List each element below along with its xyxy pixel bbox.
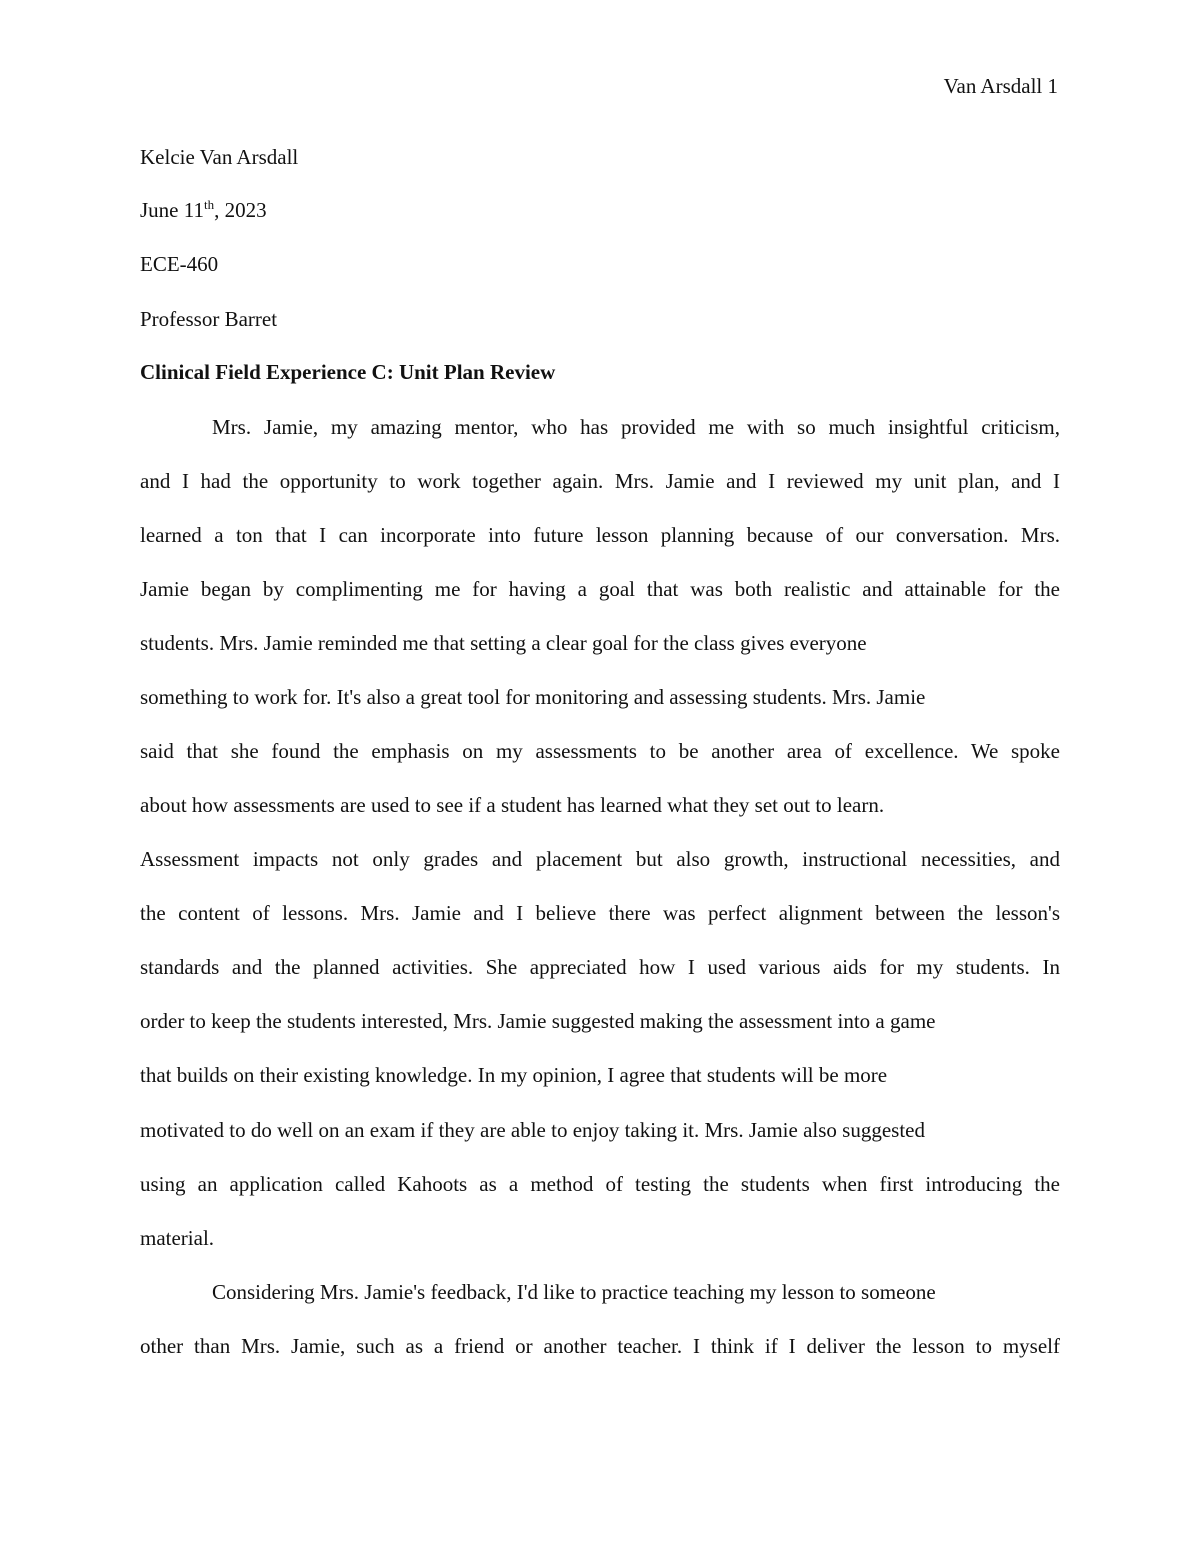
paragraph-line: that builds on their existing knowledge. In my opinion, I agree that students will be more (140, 1063, 888, 1087)
paragraph-line: learned a ton that I can incorporate into future lesson planning because of our conversation. Mrs. (140, 523, 1060, 547)
paragraph-line: other than Mrs. Jamie, such as a friend or another teacher. I think if I deliver the lesson to myself (140, 1334, 1060, 1358)
paragraph-line: Considering Mrs. Jamie's feedback, I'd like to practice teaching my lesson to someone (212, 1280, 936, 1304)
date-month-day: June 11 (140, 198, 204, 222)
submission-date (140, 196, 267, 224)
instructor-name: Professor Barret (140, 307, 278, 331)
paragraph-line: about how assessments are used to see if a student has learned what they set out to learn. (140, 793, 885, 817)
running-head: Van Arsdall 1 (943, 74, 1058, 98)
paragraph-line: the content of lessons. Mrs. Jamie and I believe there was perfect alignment between the lesson's (140, 901, 1060, 925)
paragraph-line: order to keep the students interested, Mrs. Jamie suggested making the assessment into a game (140, 1009, 936, 1033)
date-ordinal-suffix: th (203, 197, 215, 212)
paragraph-line: standards and the planned activities. She appreciated how I used various aids for my students. In (140, 955, 1060, 979)
student-name: Kelcie Van Arsdall (140, 145, 299, 169)
paragraph-line: using an application called Kahoots as a method of testing the students when first introducing the (140, 1172, 1060, 1196)
paragraph-line: Jamie began by complimenting me for having a goal that was both realistic and attainable for the (140, 577, 1060, 601)
paragraph-line: material. (140, 1226, 215, 1250)
course-code: ECE-460 (140, 252, 219, 276)
paragraph-line: Assessment impacts not only grades and placement but also growth, instructional necessities, and (140, 847, 1060, 871)
paragraph-line: Mrs. Jamie, my amazing mentor, who has provided me with so much insightful criticism, (212, 415, 1060, 439)
paragraph-line: students. Mrs. Jamie reminded me that setting a clear goal for the class gives everyone (140, 631, 867, 655)
paragraph-line: something to work for. It's also a great tool for monitoring and assessing students. Mrs. Jamie (140, 685, 926, 709)
paragraph-line: and I had the opportunity to work together again. Mrs. Jamie and I reviewed my unit plan, and I (140, 469, 1060, 493)
page-title: Clinical Field Experience C: Unit Plan Review (140, 360, 556, 384)
paragraph-line: said that she found the emphasis on my assessments to be another area of excellence. We spoke (140, 739, 1060, 763)
paragraph-line: motivated to do well on an exam if they are able to enjoy taking it. Mrs. Jamie also suggested (140, 1118, 925, 1142)
date-year: , 2023 (214, 198, 267, 222)
